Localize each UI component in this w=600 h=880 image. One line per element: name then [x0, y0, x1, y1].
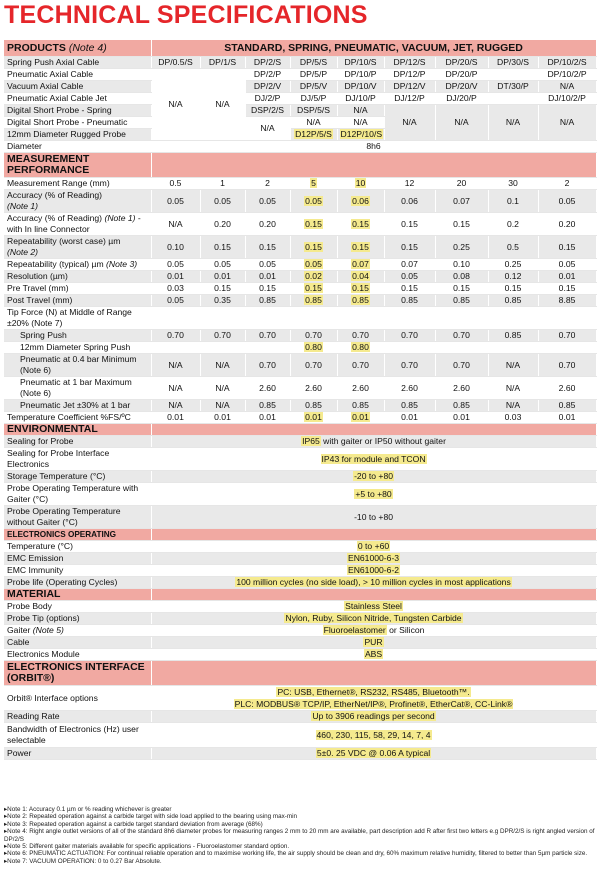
table-cell: [200, 342, 245, 354]
table-cell: 0.01: [538, 412, 596, 424]
table-cell: Reading Rate: [4, 711, 151, 723]
table-cell: 0.15: [538, 283, 596, 295]
table-cell: Pneumatic Axial Cable Jet: [4, 93, 151, 105]
table-cell: DSP/2/S: [245, 105, 290, 117]
table-cell: 0.05: [245, 190, 290, 213]
table-cell: 0.85: [384, 295, 435, 307]
table-cell: 0.15: [245, 283, 290, 295]
table-cell: DT/30/P: [488, 81, 538, 93]
table-cell: 0.15: [337, 283, 384, 295]
table-cell: DP/20/S: [435, 57, 488, 69]
table-row: [4, 412, 596, 424]
table-cell: N/A: [200, 354, 245, 377]
table-cell: 0.70: [245, 330, 290, 342]
table-row: [4, 271, 596, 283]
table-cell: 0.85: [290, 295, 337, 307]
table-cell: Spring Push Axial Cable: [4, 57, 151, 69]
table-cell: 0.01: [151, 412, 200, 424]
table-cell: 0.85: [245, 400, 290, 412]
table-cell: 5±0. 25 VDC @ 0.06 A typical: [151, 748, 596, 760]
footnote: ▸ Note 3: Repeated operation against a carbide target standard deviation from average (68%): [4, 821, 596, 828]
table-cell: 0.01: [151, 271, 200, 283]
table-cell: 0.05: [151, 190, 200, 213]
table-cell: ABS: [151, 649, 596, 661]
table-cell: 0.85: [488, 330, 538, 342]
table-cell: 0.06: [384, 190, 435, 213]
table-cell: 0.1: [488, 190, 538, 213]
table-row: [4, 711, 596, 723]
table-cell: PC: USB, Ethernet®, RS232, RS485, Bluetooth™. PLC: MODBUS® TCP/IP, EtherNet/IP®, Profinet®, EtherCat®, CC-Link®: [151, 686, 596, 711]
table-cell: Orbit® Interface options: [4, 686, 151, 711]
table-cell: Resolution (µm): [4, 271, 151, 283]
table-cell: DP/20/V: [435, 81, 488, 93]
table-cell: DJ/20/P: [435, 93, 488, 105]
table-cell: [151, 529, 596, 541]
table-cell: DP/1/S: [200, 57, 245, 69]
table-cell: D12P/10/S: [337, 129, 384, 141]
table-cell: N/A: [200, 69, 245, 141]
table-cell: Sealing for Probe Interface Electronics: [4, 448, 151, 471]
table-cell: Stainless Steel: [151, 601, 596, 613]
table-row: [4, 553, 596, 565]
table-cell: DP/10/S: [337, 57, 384, 69]
footnotes: [4, 806, 596, 865]
table-cell: 0.05: [200, 190, 245, 213]
table-cell: 12mm Diameter Spring Push: [4, 342, 151, 354]
table-row: [4, 541, 596, 553]
table-cell: Pneumatic at 1 bar Maximum (Note 6): [4, 377, 151, 400]
footnote: ▸ Note 2: Repeated operation against a carbide target with side load applied to the bearing using max-min: [4, 813, 596, 820]
table-cell: 0.85: [435, 400, 488, 412]
table-cell: DJ/10/2/P: [538, 93, 596, 105]
table-cell: Fluoroelastomer or Silicon: [151, 625, 596, 637]
products-header-row: [4, 40, 596, 57]
table-cell: Pre Travel (mm): [4, 283, 151, 295]
table-cell: [245, 342, 290, 354]
table-cell: 0.15: [200, 283, 245, 295]
table-cell: 460, 230, 115, 58, 29, 14, 7, 4: [151, 723, 596, 748]
table-cell: IP65 with gaiter or IP50 without gaiter: [151, 436, 596, 448]
table-cell: N/A: [337, 105, 384, 117]
table-cell: 0.15: [384, 236, 435, 259]
table-row: [4, 448, 596, 471]
table-row: [4, 601, 596, 613]
table-cell: 0.85: [290, 400, 337, 412]
table-cell: Pneumatic Jet ±30% at 1 bar: [4, 400, 151, 412]
table-cell: 30: [488, 178, 538, 190]
table-cell: IP43 for module and TCON: [151, 448, 596, 471]
material-header: MATERIAL: [4, 589, 151, 601]
table-row: [4, 283, 596, 295]
table-cell: Up to 3906 readings per second: [151, 711, 596, 723]
table-cell: 0.07: [384, 259, 435, 271]
table-cell: Pneumatic Axial Cable: [4, 69, 151, 81]
table-cell: 8h6: [151, 141, 596, 153]
page-title: TECHNICAL SPECIFICATIONS: [4, 1, 368, 29]
table-cell: 0.85: [384, 400, 435, 412]
table-row: [4, 577, 596, 589]
table-cell: 0.01: [384, 412, 435, 424]
table-row: [4, 213, 596, 236]
table-cell: [151, 307, 596, 330]
table-cell: 0.70: [384, 330, 435, 342]
table-cell: 0.15: [290, 283, 337, 295]
table-cell: 0.01: [290, 412, 337, 424]
table-cell: [151, 661, 596, 686]
table-cell: 0.05: [151, 259, 200, 271]
table-cell: N/A: [151, 354, 200, 377]
table-cell: Repeatability (worst case) µm (Note 2): [4, 236, 151, 259]
table-cell: 0.05: [245, 259, 290, 271]
table-cell: 0 to +60: [151, 541, 596, 553]
table-cell: 0.70: [384, 354, 435, 377]
table-cell: Diameter: [4, 141, 151, 153]
table-cell: DP/10/V: [337, 81, 384, 93]
table-cell: 2: [245, 178, 290, 190]
table-cell: [488, 93, 538, 105]
table-cell: Storage Temperature (°C): [4, 471, 151, 483]
table-cell: 0.70: [538, 330, 596, 342]
table-cell: DP/5/S: [290, 57, 337, 69]
table-cell: N/A: [384, 105, 435, 141]
table-cell: 0.80: [290, 342, 337, 354]
footnote: ▸ Note 4: Right angle outlet versions of all of the standard 8h6 diameter probes for measuring ranges 2 mm to 20 mm are available, part description add R after first two letters e.g DPR/2/S is right angled version of DP/2/S: [4, 828, 596, 843]
table-cell: Power: [4, 748, 151, 760]
table-cell: 0.01: [200, 412, 245, 424]
table-cell: 0.70: [337, 354, 384, 377]
table-row: [4, 259, 596, 271]
table-cell: 2: [538, 178, 596, 190]
electronics-operating-header-row: [4, 529, 596, 541]
table-cell: 0.15: [245, 236, 290, 259]
table-cell: 10: [337, 178, 384, 190]
table-cell: 0.85: [245, 295, 290, 307]
table-cell: Accuracy (% of Reading) (Note 1) - with In line Connector: [4, 213, 151, 236]
table-cell: DP/10/2/S: [538, 57, 596, 69]
table-row: [4, 471, 596, 483]
table-cell: 0.2: [488, 213, 538, 236]
table-cell: 0.70: [245, 354, 290, 377]
table-cell: 0.70: [538, 354, 596, 377]
table-cell: -10 to +80: [151, 506, 596, 529]
table-cell: Bandwidth of Electronics (Hz) user selectable: [4, 723, 151, 748]
table-cell: 0.01: [435, 412, 488, 424]
table-cell: N/A: [488, 354, 538, 377]
table-cell: 2.60: [435, 377, 488, 400]
table-row: [4, 178, 596, 190]
table-cell: N/A: [151, 69, 200, 141]
table-cell: DP/0.5/S: [151, 57, 200, 69]
table-cell: 0.10: [435, 259, 488, 271]
table-cell: 0.85: [488, 295, 538, 307]
table-cell: 0.15: [384, 213, 435, 236]
table-cell: 0.05: [290, 190, 337, 213]
table-cell: N/A: [488, 377, 538, 400]
table-row: [4, 295, 596, 307]
table-cell: 0.10: [151, 236, 200, 259]
table-row: [4, 483, 596, 506]
table-row: [4, 93, 596, 105]
table-row: [4, 57, 596, 69]
table-row: [4, 565, 596, 577]
table-row: [4, 354, 596, 377]
table-row: [4, 506, 596, 529]
table-cell: 0.20: [200, 213, 245, 236]
table-cell: 0.04: [337, 271, 384, 283]
table-cell: Digital Short Probe - Pneumatic: [4, 117, 151, 129]
footnote: ▸ Note 5: Different gaiter materials available for specific applications - Fluoroelastomer standard option.: [4, 843, 596, 850]
table-cell: 0.15: [435, 213, 488, 236]
table-cell: Temperature Coefficient %FS/ºC: [4, 412, 151, 424]
table-cell: DP/12/V: [384, 81, 435, 93]
table-cell: DP/30/S: [488, 57, 538, 69]
table-cell: 0.15: [435, 283, 488, 295]
table-cell: 2.60: [337, 377, 384, 400]
table-cell: Digital Short Probe - Spring: [4, 105, 151, 117]
table-cell: 2.60: [538, 377, 596, 400]
table-row: [4, 105, 596, 117]
table-cell: Probe life (Operating Cycles): [4, 577, 151, 589]
table-cell: [384, 342, 435, 354]
table-cell: 0.05: [538, 259, 596, 271]
table-cell: EMC Immunity: [4, 565, 151, 577]
table-cell: 0.85: [538, 400, 596, 412]
table-cell: N/A: [488, 105, 538, 141]
table-cell: 0.05: [151, 295, 200, 307]
table-cell: DP/10/P: [337, 69, 384, 81]
table-cell: 0.5: [151, 178, 200, 190]
table-row: [4, 649, 596, 661]
table-cell: Measurement Range (mm): [4, 178, 151, 190]
table-cell: 5: [290, 178, 337, 190]
table-cell: 0.06: [337, 190, 384, 213]
table-cell: N/A: [538, 105, 596, 141]
table-cell: Spring Push: [4, 330, 151, 342]
table-cell: 0.35: [200, 295, 245, 307]
table-cell: Gaiter (Note 5): [4, 625, 151, 637]
table-cell: 0.15: [488, 283, 538, 295]
table-cell: 0.85: [337, 295, 384, 307]
table-cell: 0.05: [384, 271, 435, 283]
electronics-operating-header: ELECTRONICS OPERATING: [4, 529, 151, 541]
table-cell: 0.15: [290, 236, 337, 259]
table-cell: N/A: [245, 117, 290, 141]
table-cell: Vacuum Axial Cable: [4, 81, 151, 93]
measurement-header: MEASUREMENT PERFORMANCE: [4, 153, 151, 178]
table-cell: DJ/5/P: [290, 93, 337, 105]
environmental-header: ENVIRONMENTAL: [4, 424, 151, 436]
table-cell: D12P/5/S: [290, 129, 337, 141]
table-cell: DJ/12/P: [384, 93, 435, 105]
table-cell: 0.15: [200, 236, 245, 259]
table-cell: [151, 153, 596, 178]
table-row: [4, 81, 596, 93]
table-cell: Probe Operating Temperature with Gaiter (°C): [4, 483, 151, 506]
table-cell: 1: [200, 178, 245, 190]
table-cell: 0.70: [337, 330, 384, 342]
table-cell: Probe Tip (options): [4, 613, 151, 625]
table-cell: 0.70: [151, 330, 200, 342]
table-cell: Probe Body: [4, 601, 151, 613]
table-cell: 8.85: [538, 295, 596, 307]
table-cell: [538, 342, 596, 354]
table-cell: 100 million cycles (no side load), > 10 million cycles in most applications: [151, 577, 596, 589]
table-cell: 0.15: [538, 236, 596, 259]
table-cell: 0.80: [337, 342, 384, 354]
table-row: [4, 377, 596, 400]
table-cell: N/A: [151, 213, 200, 236]
table-cell: N/A: [151, 400, 200, 412]
measurement-header-row: [4, 153, 596, 178]
table-cell: DSP/5/S: [290, 105, 337, 117]
table-cell: N/A: [488, 400, 538, 412]
table-cell: N/A: [337, 117, 384, 129]
environmental-header-row: [4, 424, 596, 436]
table-row: [4, 236, 596, 259]
table-row: [4, 307, 596, 330]
table-cell: [488, 69, 538, 81]
table-cell: 0.70: [200, 330, 245, 342]
table-cell: N/A: [538, 81, 596, 93]
table-cell: 0.20: [245, 213, 290, 236]
table-cell: -20 to +80: [151, 471, 596, 483]
table-cell: 0.25: [488, 259, 538, 271]
table-cell: DJ/2/P: [245, 93, 290, 105]
table-cell: [151, 589, 596, 601]
table-row: [4, 141, 596, 153]
table-cell: 2.60: [384, 377, 435, 400]
table-cell: EMC Emission: [4, 553, 151, 565]
table-cell: 0.15: [290, 213, 337, 236]
table-cell: 0.03: [151, 283, 200, 295]
table-cell: DP/12/P: [384, 69, 435, 81]
table-cell: Tip Force (N) at Middle of Range ±20% (Note 7): [4, 307, 151, 330]
table-cell: 0.08: [435, 271, 488, 283]
table-cell: PUR: [151, 637, 596, 649]
table-cell: 20: [435, 178, 488, 190]
products-header-label: PRODUCTS (Note 4): [4, 40, 151, 57]
table-cell: 0.5: [488, 236, 538, 259]
table-row: [4, 723, 596, 748]
table-row: [4, 613, 596, 625]
table-cell: EN61000-6-2: [151, 565, 596, 577]
table-cell: DP/20/P: [435, 69, 488, 81]
table-cell: [151, 342, 200, 354]
table-row: [4, 748, 596, 760]
table-row: [4, 637, 596, 649]
table-cell: 0.07: [337, 259, 384, 271]
footnote: ▸ Note 1: Accuracy 0.1 µm or % reading whichever is greater: [4, 806, 596, 813]
table-cell: DP/5/P: [290, 69, 337, 81]
table-cell: Cable: [4, 637, 151, 649]
table-cell: 0.70: [435, 330, 488, 342]
table-cell: 0.07: [435, 190, 488, 213]
table-cell: N/A: [200, 400, 245, 412]
table-cell: Post Travel (mm): [4, 295, 151, 307]
table-cell: 0.12: [488, 271, 538, 283]
table-row: [4, 330, 596, 342]
table-cell: DP/5/V: [290, 81, 337, 93]
table-cell: 0.70: [290, 330, 337, 342]
table-cell: 2.60: [290, 377, 337, 400]
table-cell: Electronics Module: [4, 649, 151, 661]
table-cell: 0.05: [200, 259, 245, 271]
table-cell: 2.60: [245, 377, 290, 400]
table-cell: 0.70: [435, 354, 488, 377]
table-cell: DP/2/P: [245, 69, 290, 81]
table-cell: 0.25: [435, 236, 488, 259]
table-cell: 0.01: [245, 271, 290, 283]
table-cell: 12: [384, 178, 435, 190]
table-cell: Pneumatic at 0.4 bar Minimum (Note 6): [4, 354, 151, 377]
table-cell: DP/2/S: [245, 57, 290, 69]
table-cell: 12mm Diameter Rugged Probe: [4, 129, 151, 141]
table-cell: 0.01: [200, 271, 245, 283]
table-cell: DP/2/V: [245, 81, 290, 93]
table-cell: DP/12/S: [384, 57, 435, 69]
table-cell: Accuracy (% of Reading) (Note 1): [4, 190, 151, 213]
table-cell: 0.01: [337, 412, 384, 424]
footnote: ▸ Note 6: PNEUMATIC ACTUATION: For continual reliable operation and to maximise working life, the air supply should be clean and dry, 60% maximum relative humidity, filtered to better than 5µm particle size.: [4, 850, 596, 857]
table-row: [4, 69, 596, 81]
footnote: ▸ Note 7: VACUUM OPERATION: 0 to 0.27 Bar Absolute.: [4, 858, 596, 865]
table-row: [4, 625, 596, 637]
table-cell: +5 to +80: [151, 483, 596, 506]
table-cell: DP/10/2/P: [538, 69, 596, 81]
table-cell: Sealing for Probe: [4, 436, 151, 448]
table-cell: DJ/10/P: [337, 93, 384, 105]
table-cell: 0.70: [290, 354, 337, 377]
table-cell: 0.05: [290, 259, 337, 271]
table-cell: 0.05: [538, 190, 596, 213]
table-cell: 0.15: [337, 213, 384, 236]
table-row: [4, 190, 596, 213]
table-cell: [488, 342, 538, 354]
table-row: [4, 686, 596, 711]
table-cell: 0.15: [337, 236, 384, 259]
table-cell: EN61000-6-3: [151, 553, 596, 565]
table-cell: 0.01: [245, 412, 290, 424]
table-cell: 0.85: [435, 295, 488, 307]
table-cell: 0.20: [538, 213, 596, 236]
table-cell: Nylon, Ruby, Silicon Nitride, Tungsten Carbide: [151, 613, 596, 625]
table-cell: 0.01: [538, 271, 596, 283]
electronics-interface-header-row: [4, 661, 596, 686]
table-cell: [435, 342, 488, 354]
table-cell: [151, 424, 596, 436]
table-cell: N/A: [290, 117, 337, 129]
table-cell: N/A: [435, 105, 488, 141]
table-cell: 0.15: [384, 283, 435, 295]
table-row: [4, 436, 596, 448]
table-cell: N/A: [151, 377, 200, 400]
table-cell: 0.02: [290, 271, 337, 283]
table-cell: Probe Operating Temperature without Gaiter (°C): [4, 506, 151, 529]
table-cell: 0.03: [488, 412, 538, 424]
table-cell: 0.85: [337, 400, 384, 412]
table-row: [4, 342, 596, 354]
products-header-types: STANDARD, SPRING, PNEUMATIC, VACUUM, JET, RUGGED: [151, 40, 596, 57]
table-cell: Temperature (°C): [4, 541, 151, 553]
electronics-interface-header: ELECTRONICS INTERFACE (ORBIT®): [4, 661, 151, 686]
table-cell: N/A: [200, 377, 245, 400]
spec-table: [4, 40, 597, 760]
table-row: [4, 400, 596, 412]
table-cell: Repeatability (typical) µm (Note 3): [4, 259, 151, 271]
material-header-row: [4, 589, 596, 601]
